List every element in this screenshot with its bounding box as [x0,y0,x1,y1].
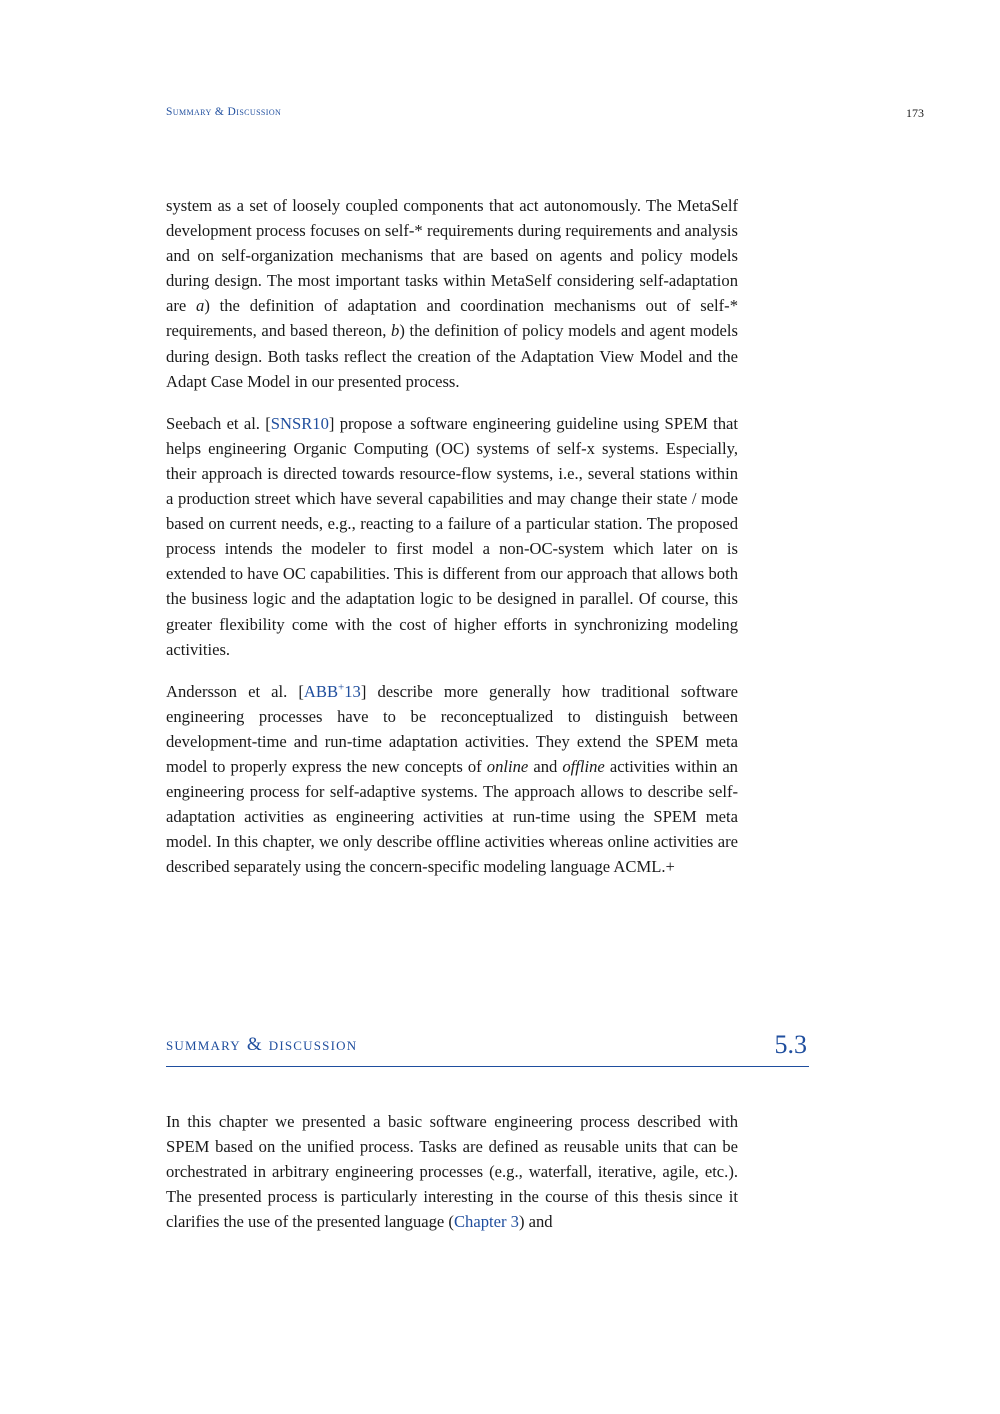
section-heading [166,1028,809,1067]
section-number: 5.3 [774,1030,807,1059]
paragraph-metaself: system as a set of loosely coupled components that act autonomously. The MetaSelf development process focuses on self-* requirements during requirements and analysis and on self-organization mechanisms that are based on agents and policy models during design. The most important tasks within MetaSelf considering self-adaptation are a) the definition of adaptation and coordination mechanisms out of self-* requirements, and based thereon, b) the definition of policy models and agent models during design. Both tasks reflect the creation of the Adaptation View Model and the Adapt Case Model in our presented process. [166,196,738,391]
page-number: 173 [906,106,924,120]
citation-snsr10-link[interactable]: SNSR10 [270,413,329,433]
body-text-top [166,193,738,896]
body-text-bottom [166,1109,738,1251]
paragraph-seebach: Seebach et al. [SNSR10] propose a software engineering guideline using SPEM that helps engineering Organic Computing (OC) systems of self-x systems. Especially, their approach is directed towards resource-flow systems, i.e., several stations within a production street which have several capabilities and may change their state / mode based on current needs, e.g., reacting to a failure of a particular station. The proposed process intends the modeler to first model a non-OC-system which later on is extended to have OC capabilities. This is different from our approach that allows both the business logic and the adaptation logic to be designed in parallel. Of course, this greater flexibility come with the cost of higher efforts in synchronizing modeling activities. [166,413,739,659]
list-marker-a: a [196,296,205,316]
paragraph-summary: In this chapter we presented a basic software engineering process described with SPEM based on the unified process. Tasks are defined as reusable units that can be orchestrated in arbitrary engineering processes (e.g., waterfall, iterative, agile, etc.). The presented process is particularly interesting in the course of this thesis since it clarifies the use of the presented language (Chapter 3) and [166,1112,738,1232]
paragraph-andersson: Andersson et al. [ABB+13] describe more generally how traditional software engineering processes have to be reconceptualized to distinguish between development-time and run-time adaptation activities. They extend the SPEM meta model to properly express the new concepts of online and offline activities within an engineering process for self-adaptive systems. The approach allows to describe self-adaptation activities as engineering activities at run-time using the SPEM meta model. In this chapter, we only describe offline activities whereas online activities are described separately using the concern-specific modeling language ACML.+ [166,681,738,877]
chapter-3-link[interactable]: Chapter 3 [453,1212,519,1232]
running-header-title: Summary & Discussion [166,106,282,118]
list-marker-b: b [391,321,400,341]
section-title: summary & discussion [166,1034,358,1055]
emphasis-online: online [486,756,529,776]
citation-abb13-link[interactable]: ABB+13 [303,681,361,701]
emphasis-offline: offline [562,756,605,776]
